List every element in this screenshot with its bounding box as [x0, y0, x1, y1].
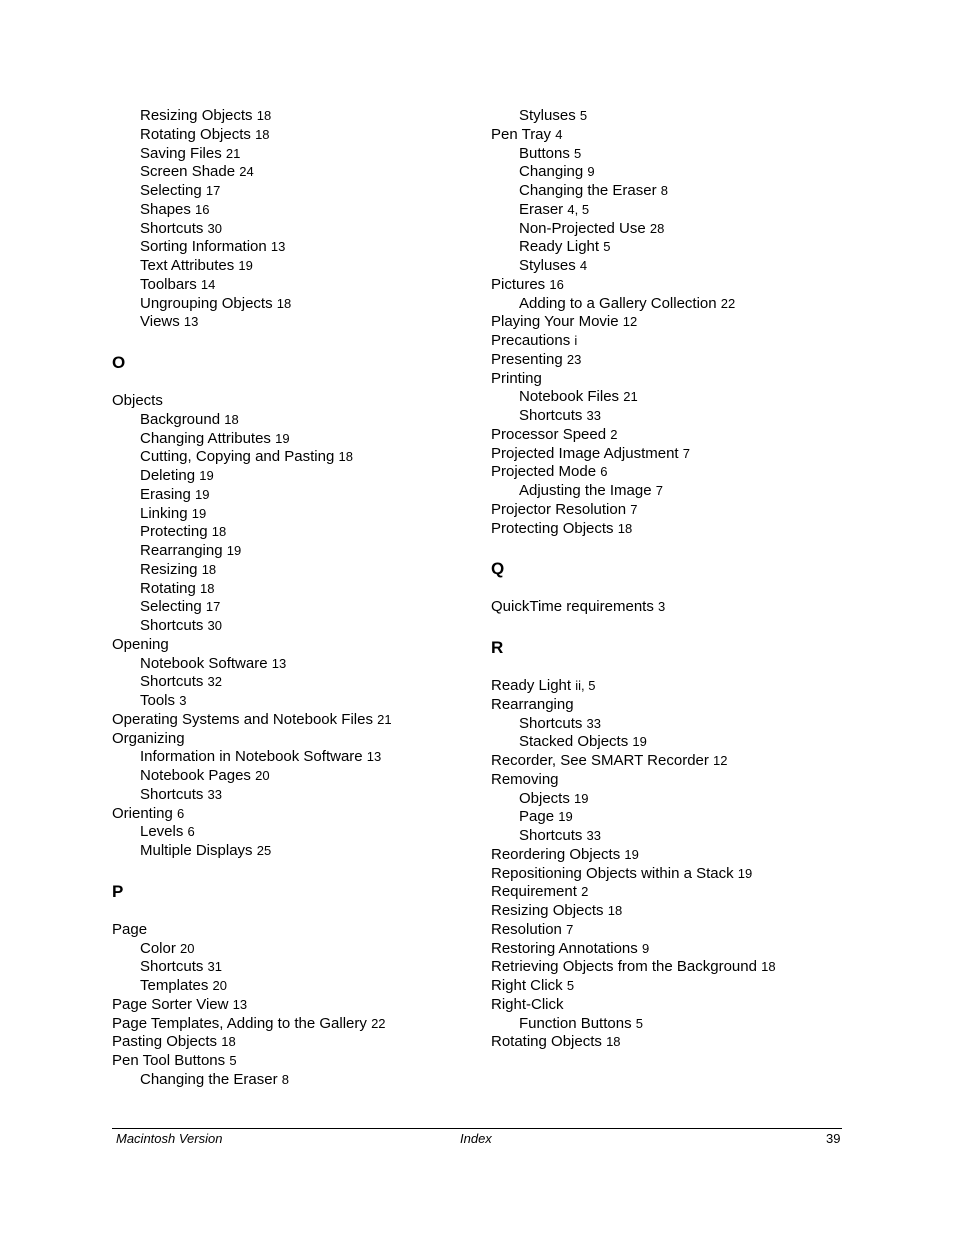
index-entry [491, 445, 861, 464]
index-term: Right Click [491, 977, 563, 994]
index-term: Saving Files [140, 144, 222, 162]
page-reference: 18 [276, 295, 292, 311]
index-term: Rearranging [140, 542, 223, 559]
page-reference: 14 [200, 276, 216, 292]
page-reference: 32 [207, 674, 223, 690]
index-term: Rotating [140, 579, 196, 597]
index-term: Shortcuts [519, 827, 583, 844]
page-reference: 30 [207, 618, 223, 633]
page-reference: 19 [195, 486, 210, 502]
index-entry [491, 752, 861, 771]
index-entry [491, 958, 861, 977]
page-reference: ii, 5 [575, 678, 596, 693]
page-reference: 6 [600, 464, 608, 480]
index-entry [112, 636, 482, 655]
index-subentry [112, 767, 482, 786]
footer-section-name: Index [460, 1131, 492, 1146]
page-reference: 18 [224, 411, 239, 427]
index-term: Playing Your Movie [491, 313, 619, 331]
page-reference: 3 [179, 693, 187, 708]
index-term: Shortcuts [519, 714, 583, 732]
page-reference: 30 [207, 220, 223, 236]
page-reference: 7 [682, 445, 691, 461]
index-term: Projected Mode [491, 463, 597, 481]
index-term: Protecting [140, 523, 208, 541]
index-term: Pen Tray [491, 125, 552, 143]
page-reference: 13 [183, 314, 199, 330]
page-reference: 5 [566, 978, 575, 993]
index-term: Ready Light [491, 677, 572, 694]
page-reference: 5 [579, 108, 588, 123]
page-reference: 22 [371, 1015, 386, 1031]
page-reference: 33 [586, 715, 602, 731]
index-term: Projector Resolution [491, 500, 627, 518]
index-term: Page [112, 920, 148, 938]
index-term: Repositioning Objects within a Stack [491, 864, 734, 882]
page-reference: 19 [632, 734, 647, 750]
page-reference: 25 [256, 843, 272, 858]
index-term: Non-Projected Use [519, 219, 646, 237]
index-term: Right-Click [491, 995, 564, 1013]
page-reference: 9 [587, 164, 595, 180]
index-subentry [491, 827, 861, 846]
page-reference: 13 [271, 655, 287, 671]
index-entry [491, 276, 861, 295]
page-reference: 6 [187, 824, 195, 840]
index-term: Resizing Objects [140, 107, 253, 124]
index-term: Requirement [491, 883, 577, 901]
page-reference: 4 [579, 258, 588, 273]
page-reference: 19 [238, 258, 253, 273]
page-reference: 28 [649, 220, 665, 236]
index-term: Projected Image Adjustment [491, 444, 679, 462]
footer-document-title: Macintosh Version [116, 1131, 223, 1146]
index-subentry [112, 940, 482, 959]
page-reference: 16 [549, 276, 564, 292]
index-term: Erasing [140, 485, 191, 503]
index-term: Information in Notebook Software [140, 748, 363, 766]
index-subentry [491, 107, 861, 126]
index-entry [491, 313, 861, 332]
index-subentry [491, 733, 861, 752]
index-subentry [112, 598, 482, 617]
page-reference: 19 [226, 543, 242, 558]
index-column-right [491, 107, 861, 1052]
page-reference: 13 [232, 996, 248, 1012]
page-reference: 17 [205, 183, 221, 198]
index-term: Multiple Displays [140, 842, 253, 859]
section-letter-heading: R [491, 638, 504, 657]
page-reference: 9 [641, 940, 650, 956]
index-term: Changing the Eraser [519, 182, 657, 199]
index-entry [491, 463, 861, 482]
page-reference: 20 [255, 768, 270, 783]
index-term: Notebook Software [140, 654, 268, 672]
index-subentry [491, 715, 861, 734]
index-subentry [491, 808, 861, 827]
index-term: Reordering Objects [491, 845, 621, 863]
index-term: Resolution [491, 920, 562, 938]
page-reference: 4 [555, 126, 563, 142]
index-entry [491, 677, 861, 696]
index-entry [491, 501, 861, 520]
index-subentry [491, 257, 861, 276]
page-reference: 12 [713, 753, 728, 768]
page-reference: 2 [610, 426, 618, 442]
index-subentry [112, 523, 482, 542]
index-term: Precautions [491, 332, 571, 349]
page-reference: 22 [720, 295, 736, 311]
page-reference: 20 [212, 978, 228, 993]
index-entry [491, 520, 861, 539]
index-term: Screen Shade [140, 163, 236, 181]
index-subentry [112, 201, 482, 220]
section-letter-heading: P [112, 881, 124, 901]
index-term: Shortcuts [140, 958, 204, 976]
page-reference: 7 [630, 501, 638, 517]
page-reference: 19 [574, 790, 589, 806]
index-subentry [112, 617, 482, 636]
index-term: Sorting Information [140, 238, 267, 256]
footer-divider [112, 1128, 842, 1129]
index-term: Removing [491, 770, 559, 788]
index-subentry [112, 411, 482, 430]
page-reference: 5 [635, 1015, 643, 1031]
index-entry [112, 921, 482, 940]
index-entry [491, 771, 861, 790]
index-term: Shapes [140, 200, 191, 218]
index-subentry [491, 182, 861, 201]
page-reference: 13 [270, 239, 286, 255]
index-term: Page Sorter View [112, 995, 229, 1013]
index-term: Stacked Objects [519, 733, 629, 751]
index-subentry [112, 163, 482, 182]
index-term: Rearranging [491, 695, 574, 713]
page-reference: 18 [607, 903, 623, 918]
page-reference: 18 [201, 561, 217, 577]
index-term: Changing Attributes [140, 429, 271, 447]
index-term: Adding to a Gallery Collection [519, 294, 717, 312]
index-entry [491, 370, 861, 389]
page-reference: 17 [205, 599, 221, 615]
index-subentry [112, 145, 482, 164]
page-reference: 19 [737, 865, 753, 881]
index-subentry [112, 126, 482, 145]
index-term: Selecting [140, 182, 202, 199]
page-reference: 6 [177, 805, 185, 821]
index-subentry [112, 692, 482, 711]
page-reference: 18 [255, 126, 270, 142]
index-entry [491, 865, 861, 884]
page-reference: 23 [566, 351, 582, 367]
index-term: QuickTime requirements [491, 598, 654, 616]
index-term: Styluses [519, 257, 576, 274]
index-subentry [112, 958, 482, 977]
index-subentry [491, 220, 861, 239]
page-reference: 7 [566, 921, 574, 937]
index-subentry [112, 823, 482, 842]
index-subentry [112, 977, 482, 996]
index-term: Organizing [112, 729, 185, 747]
page-reference: 19 [558, 809, 573, 825]
index-term: Styluses [519, 107, 576, 124]
page-reference: 18 [256, 108, 272, 123]
page-reference: 19 [624, 846, 639, 862]
index-subentry [112, 1071, 482, 1090]
page-reference: 18 [617, 520, 633, 536]
index-term: Eraser [519, 200, 564, 218]
index-term: Templates [140, 977, 209, 994]
page-reference: 16 [195, 201, 210, 217]
index-entry [491, 883, 861, 902]
page-reference: 5 [603, 239, 611, 255]
index-column-left [112, 107, 482, 1090]
index-term: Orienting [112, 804, 173, 822]
index-term: Pasting Objects [112, 1033, 218, 1051]
index-term: Text Attributes [140, 257, 235, 274]
index-term: Notebook Pages [140, 767, 251, 784]
page-reference: i [574, 333, 578, 348]
index-term: Changing [519, 163, 584, 181]
index-subentry [112, 561, 482, 580]
index-subentry [112, 276, 482, 295]
index-term: Views [140, 313, 180, 331]
index-entry [112, 730, 482, 749]
index-term: Selecting [140, 598, 202, 616]
index-term: Linking [140, 504, 188, 522]
index-subentry [112, 257, 482, 276]
index-entry [112, 805, 482, 824]
index-term: Retrieving Objects from the Background [491, 958, 757, 976]
page-reference: 21 [225, 145, 241, 161]
index-term: Recorder, See SMART Recorder [491, 752, 709, 769]
page-reference: 21 [377, 711, 392, 727]
index-term: Pen Tool Buttons [112, 1052, 226, 1069]
index-term: Function Buttons [519, 1014, 632, 1032]
index-subentry [491, 1015, 861, 1034]
page-reference: 18 [606, 1034, 621, 1050]
index-term: Shortcuts [140, 785, 204, 803]
index-entry [491, 126, 861, 145]
page-reference: 2 [581, 884, 589, 900]
page-reference: 5 [574, 145, 582, 161]
index-entry [491, 696, 861, 715]
index-subentry [112, 448, 482, 467]
index-term: Cutting, Copying and Pasting [140, 448, 335, 466]
index-term: Changing the Eraser [140, 1070, 278, 1088]
index-term: Deleting [140, 467, 196, 484]
page-reference: 12 [622, 314, 638, 330]
index-subentry [112, 486, 482, 505]
page-reference: 13 [366, 749, 382, 765]
index-entry [491, 940, 861, 959]
index-term: Opening [112, 635, 169, 653]
index-term: Operating Systems and Notebook Files [112, 710, 373, 728]
index-term: Ungrouping Objects [140, 294, 273, 312]
index-entry [491, 902, 861, 921]
index-entry [112, 1052, 482, 1071]
index-entry [491, 332, 861, 351]
index-subentry [491, 482, 861, 501]
index-subentry [491, 790, 861, 809]
index-term: Shortcuts [140, 219, 204, 237]
index-term: Notebook Files [519, 388, 620, 406]
index-entry [491, 351, 861, 370]
index-subentry [112, 220, 482, 239]
index-term: Shortcuts [140, 617, 204, 634]
page-reference: 8 [660, 183, 668, 198]
page-reference: 19 [275, 430, 290, 446]
index-subentry [112, 182, 482, 201]
index-entry [491, 1033, 861, 1052]
index-subentry [491, 145, 861, 164]
page-reference: 18 [338, 449, 353, 465]
index-term: Pictures [491, 275, 546, 293]
index-entry [491, 996, 861, 1015]
index-term: Printing [491, 369, 542, 387]
index-subentry [112, 313, 482, 332]
index-term: Objects [112, 392, 163, 409]
index-subentry [112, 107, 482, 126]
index-term: Toolbars [140, 275, 197, 293]
index-subentry [491, 163, 861, 182]
index-entry [112, 1015, 482, 1034]
index-subentry [491, 407, 861, 426]
index-entry [491, 921, 861, 940]
index-term: Shortcuts [519, 407, 583, 424]
page-reference: 3 [658, 599, 666, 615]
page-reference: 19 [191, 505, 207, 521]
index-entry [112, 392, 482, 411]
index-term: Ready Light [519, 238, 600, 256]
page-reference: 33 [586, 828, 602, 843]
index-term: Levels [140, 823, 184, 841]
footer-page-number: 39 [826, 1131, 841, 1146]
index-term: Page Templates, Adding to the Gallery [112, 1014, 367, 1032]
index-subentry [112, 842, 482, 861]
section-letter-heading: O [112, 353, 126, 372]
index-term: Objects [519, 789, 570, 807]
page-reference: 18 [761, 959, 776, 975]
index-term: Buttons [519, 144, 570, 162]
index-subentry [112, 295, 482, 314]
index-term: Page [519, 808, 555, 826]
index-entry [112, 711, 482, 730]
index-subentry [112, 505, 482, 524]
index-subentry [491, 238, 861, 257]
index-entry [112, 996, 482, 1015]
index-term: Adjusting the Image [519, 482, 652, 499]
index-subentry [112, 673, 482, 692]
index-term: Protecting Objects [491, 519, 614, 537]
index-term: Resizing Objects [491, 902, 604, 919]
index-term: Tools [140, 692, 176, 709]
index-term: Restoring Annotations [491, 939, 638, 957]
page-reference: 18 [211, 524, 227, 540]
page-reference: 24 [239, 164, 254, 180]
page-reference: 8 [281, 1071, 289, 1087]
index-subentry [112, 542, 482, 561]
index-entry [491, 426, 861, 445]
page-reference: 4, 5 [567, 201, 590, 217]
page-reference: 7 [655, 483, 663, 498]
page-reference: 21 [623, 389, 638, 405]
index-entry [491, 846, 861, 865]
index-subentry [112, 467, 482, 486]
page-reference: 5 [229, 1053, 237, 1068]
index-term: Color [140, 939, 176, 957]
page-reference: 19 [199, 468, 214, 483]
index-term: Rotating Objects [491, 1033, 602, 1051]
index-term: Shortcuts [140, 673, 204, 691]
index-term: Processor Speed [491, 425, 607, 443]
section-letter-heading: Q [491, 559, 505, 579]
index-entry [491, 977, 861, 996]
index-subentry [112, 238, 482, 257]
page-reference: 20 [180, 940, 195, 956]
index-entry [112, 1033, 482, 1052]
index-entry [491, 598, 861, 617]
index-subentry [491, 295, 861, 314]
index-term: Rotating Objects [140, 125, 251, 143]
page-reference: 31 [207, 959, 223, 975]
index-subentry [112, 748, 482, 767]
index-subentry [112, 580, 482, 599]
index-subentry [491, 388, 861, 407]
index-subentry [491, 201, 861, 220]
index-term: Presenting [491, 350, 563, 368]
page-reference: 18 [200, 580, 215, 596]
page-reference: 33 [586, 408, 602, 423]
index-subentry [112, 430, 482, 449]
page-reference: 18 [221, 1034, 236, 1050]
index-term: Resizing [140, 560, 198, 578]
index-subentry [112, 655, 482, 674]
page-reference: 33 [207, 786, 223, 802]
index-term: Background [140, 410, 221, 428]
index-subentry [112, 786, 482, 805]
